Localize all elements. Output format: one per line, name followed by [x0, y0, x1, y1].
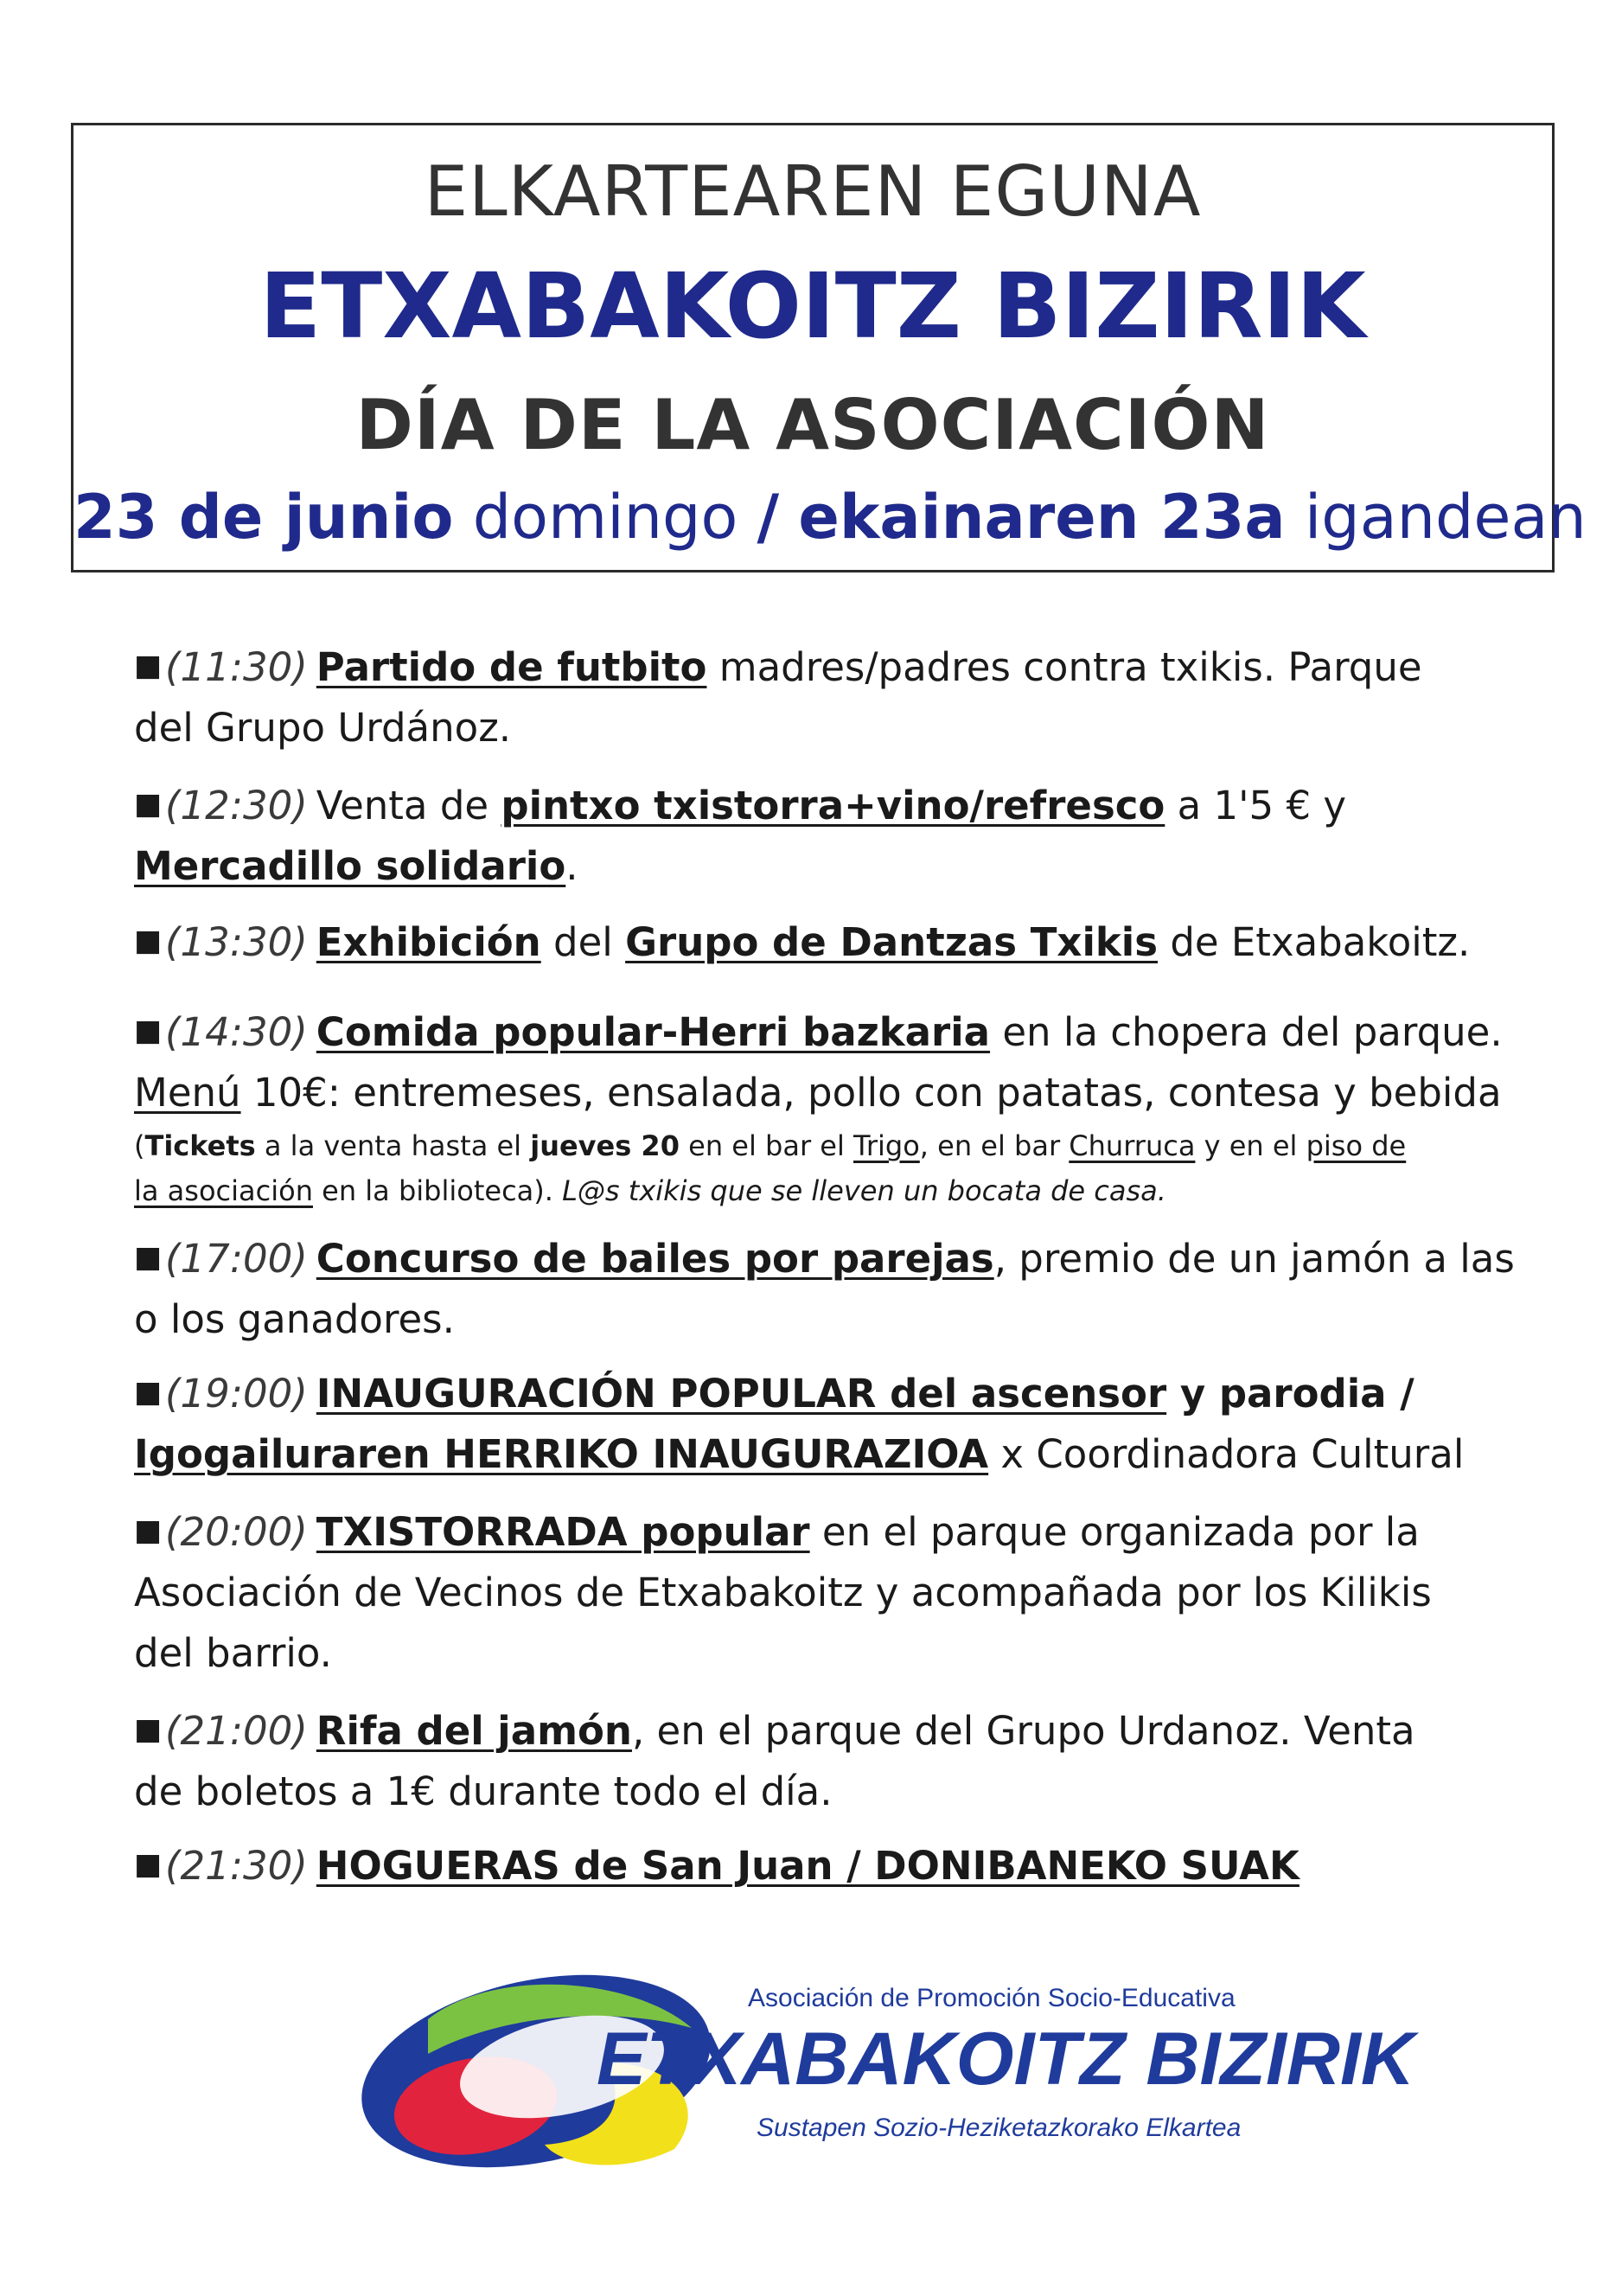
event-text: del	[540, 919, 626, 965]
event-text: x Coordinadora Cultural	[988, 1431, 1465, 1477]
bullet-icon: ■	[134, 787, 163, 822]
event-text: a 1'5 € y	[1165, 783, 1347, 828]
bullet-icon: ■	[134, 1014, 163, 1048]
note-text: a la venta hasta el	[255, 1129, 531, 1162]
logo-top-text: Asociación de Promoción Socio-Educativa	[748, 1984, 1236, 2012]
note-text: y en el	[1195, 1129, 1306, 1162]
title-main: ETXABAKOITZ BIZIRIK	[259, 253, 1366, 359]
event-text: , en el parque del Grupo Urdanoz. Venta	[631, 1708, 1415, 1754]
event-item-ascensor	[134, 1362, 1517, 1485]
date-es: 23 de junio	[73, 482, 454, 553]
event-title-2: Grupo de Dantzas Txikis	[625, 919, 1159, 965]
date-line	[73, 482, 1587, 553]
bullet-icon: ■	[134, 1712, 163, 1747]
event-time: (12:30)	[165, 783, 308, 828]
event-item-hogueras	[134, 1834, 1517, 1896]
event-text-end: .	[565, 843, 578, 889]
event-item-bailes	[134, 1227, 1517, 1350]
note-text: en la biblioteca).	[312, 1174, 563, 1207]
event-item-rifa	[134, 1699, 1517, 1822]
event-text-line2: o los ganadores.	[134, 1296, 455, 1342]
event-title: pintxo txistorra+vino/refresco	[501, 783, 1165, 828]
event-text: madres/padres contra txikis. Parque	[706, 644, 1422, 690]
jueves-label: jueves 20	[530, 1129, 680, 1162]
event-time: (21:00)	[165, 1708, 308, 1754]
bar-trigo: Trigo	[853, 1129, 920, 1162]
event-item-comida	[134, 1001, 1517, 1213]
event-time: (14:30)	[165, 1009, 308, 1055]
piso-label: piso de	[1306, 1129, 1407, 1162]
event-title: INAUGURACIÓN POPULAR del ascensor	[316, 1371, 1167, 1417]
event-item-futbito	[134, 636, 1517, 758]
event-text: y parodia /	[1166, 1371, 1414, 1417]
event-text-line2: de boletos a 1€ durante todo el día.	[134, 1768, 833, 1814]
bullet-icon: ■	[134, 1240, 163, 1275]
title-spanish: DÍA DE LA ASOCIACIÓN	[355, 385, 1270, 465]
event-text: en el parque organizada por la	[809, 1509, 1420, 1555]
event-title: HOGUERAS de San Juan / DONIBANEKO SUAK	[316, 1843, 1300, 1889]
menu-label: Menú	[134, 1070, 241, 1116]
event-title: Exhibición	[316, 919, 541, 965]
event-text-line2: del Grupo Urdánoz.	[134, 705, 512, 751]
event-time: (13:30)	[165, 919, 308, 965]
day-eu: igandean	[1304, 482, 1587, 553]
bar-churruca: Churruca	[1069, 1129, 1196, 1162]
event-text-line2: Asociación de Vecinos de Etxabakoitz y acompañada por los Kilikis	[134, 1570, 1432, 1615]
event-text: de Etxabakoitz.	[1158, 919, 1471, 965]
note-text: en el bar el	[679, 1129, 854, 1162]
title-box	[71, 123, 1587, 572]
txikis-note: L@s txikis que se lleven un bocata de casa.	[562, 1174, 1166, 1207]
event-text-line3: del barrio.	[134, 1630, 332, 1676]
date-separator: /	[757, 482, 780, 553]
event-title-2: Igogailuraren HERRIKO INAUGURAZIOA	[134, 1431, 989, 1477]
event-time: (17:00)	[165, 1236, 308, 1282]
bullet-icon: ■	[134, 649, 163, 683]
bullet-icon: ■	[134, 1375, 163, 1410]
logo-name: ETXABAKOITZ BIZIRIK	[597, 2018, 1414, 2101]
event-title: Partido de futbito	[316, 644, 707, 690]
note-text: (	[134, 1129, 145, 1162]
event-text: , premio de un jamón a las	[993, 1236, 1515, 1282]
event-item-pintxo	[134, 774, 1517, 897]
event-time: (11:30)	[165, 644, 308, 690]
association-logo	[346, 1959, 1414, 2184]
note-text: , en el bar	[919, 1129, 1070, 1162]
date-eu: ekainaren 23a	[798, 482, 1286, 553]
ticket-note	[134, 1123, 1517, 1213]
event-title-2: Mercadillo solidario	[134, 843, 566, 889]
event-title: Comida popular-Herri bazkaria	[316, 1009, 991, 1055]
event-text: Venta de	[316, 783, 501, 828]
event-title: Rifa del jamón	[316, 1708, 632, 1754]
event-time: (21:30)	[165, 1843, 308, 1889]
bullet-icon: ■	[134, 1513, 163, 1548]
event-text: en la chopera del parque.	[990, 1009, 1503, 1055]
day-es: domingo	[472, 482, 738, 553]
event-time: (19:00)	[165, 1371, 308, 1417]
title-basque: ELKARTEAREN EGUNA	[424, 151, 1202, 232]
event-item-txistorrada	[134, 1500, 1517, 1684]
tickets-label: Tickets	[144, 1129, 256, 1162]
bullet-icon: ■	[134, 1847, 163, 1882]
event-time: (20:00)	[165, 1509, 308, 1555]
event-item-dantzas	[134, 911, 1517, 973]
bullet-icon: ■	[134, 924, 163, 958]
menu-text: 10€: entremeses, ensalada, pollo con patatas, contesa y bebida	[240, 1070, 1502, 1116]
logo-bottom-text: Sustapen Sozio-Heziketazkorako Elkartea	[757, 2114, 1242, 2142]
asociacion-label: la asociación	[134, 1174, 313, 1207]
event-title: Concurso de bailes por parejas	[316, 1236, 994, 1282]
event-title: TXISTORRADA popular	[316, 1509, 810, 1555]
